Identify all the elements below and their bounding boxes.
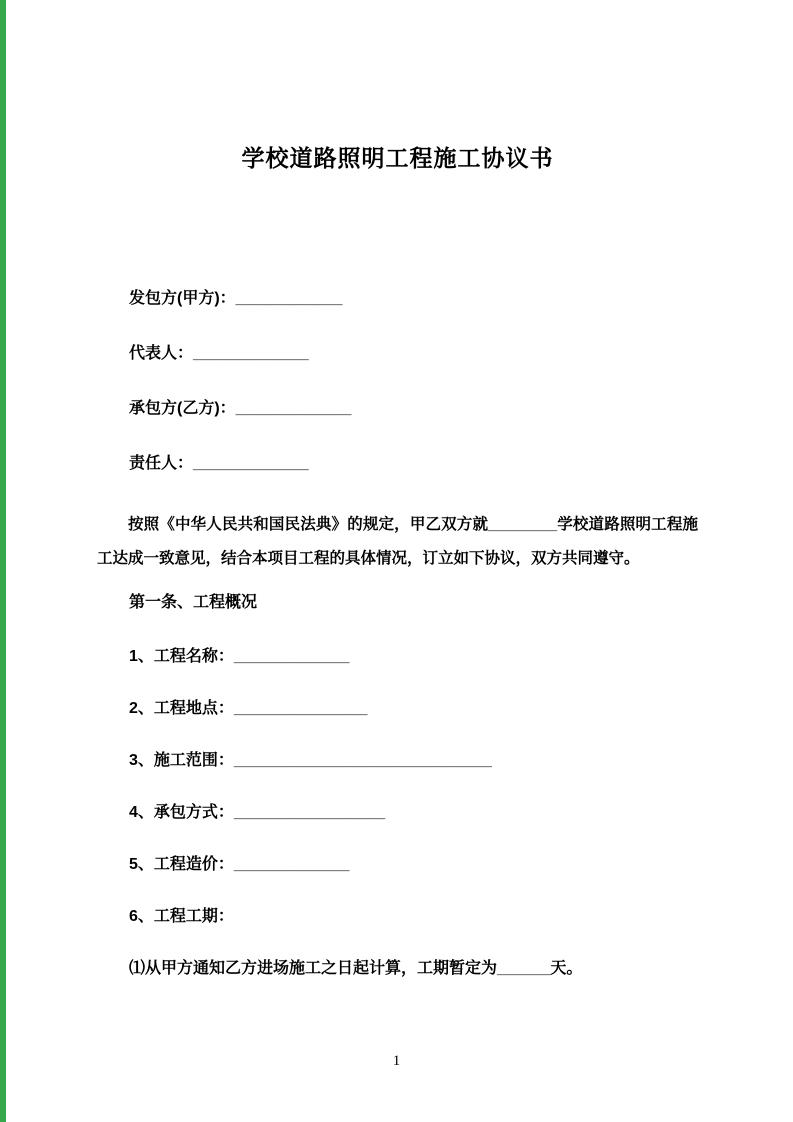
item-project-cost: 5、工程造价：_____________: [129, 856, 350, 873]
document-title: 学校道路照明工程施工协议书: [241, 145, 554, 171]
item-term-clause-1: ⑴从甲方通知乙方进场施工之日起计算，工期暂定为______天。: [129, 960, 583, 977]
responsible-field: 责任人：_____________: [129, 455, 309, 472]
item-project-site: 2、工程地点：_______________: [129, 700, 368, 717]
item-project-term: 6、工程工期：: [129, 908, 234, 925]
representative-field: 代表人：_____________: [129, 345, 309, 362]
party-b-field: 承包方(乙方)：_____________: [129, 400, 352, 417]
item-project-name: 1、工程名称：_____________: [129, 648, 350, 665]
item-work-scope: 3、施工范围：_____________________________: [129, 752, 492, 769]
party-a-field: 发包方(甲方)：____________: [129, 290, 343, 307]
page-number: 1: [392, 1053, 401, 1069]
left-accent-strip: [0, 0, 6, 1122]
article-1-heading: 第一条、工程概况: [129, 594, 258, 611]
item-contract-mode: 4、承包方式：_________________: [129, 804, 386, 821]
preamble-paragraph: 按照《中华人民共和国民法典》的规定，甲乙双方就________学校道路照明工程施工达成一致意见，结合本项目工程的具体情况，订立如下协议，双方共同遵守。: [97, 516, 698, 567]
